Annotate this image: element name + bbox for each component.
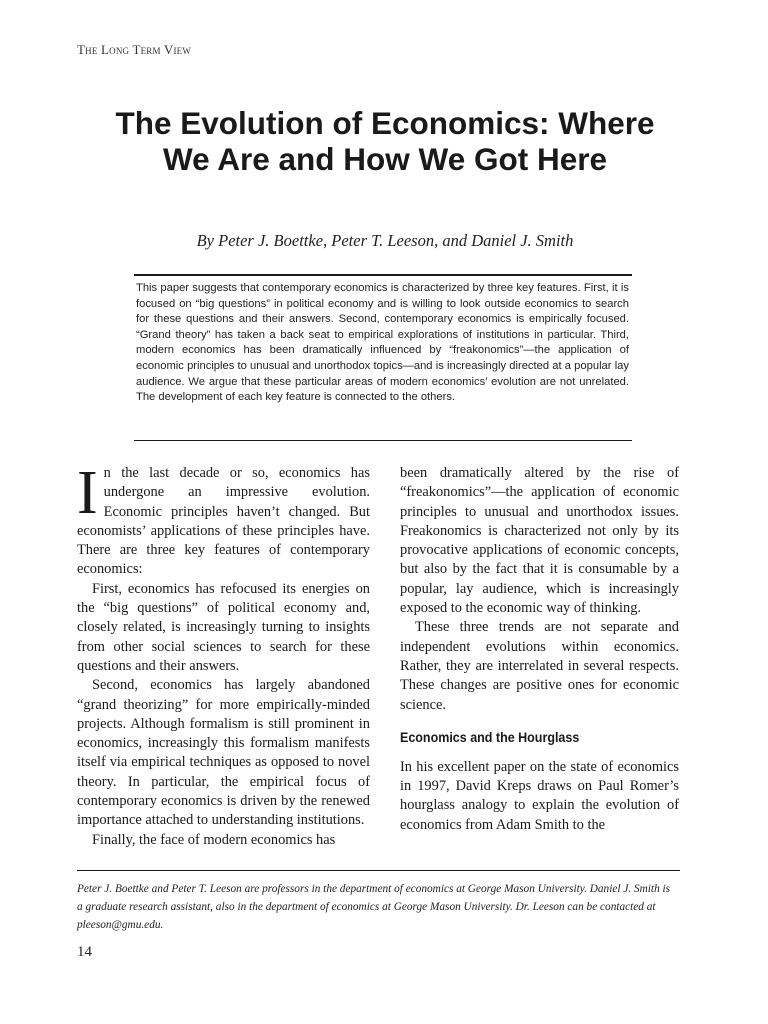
byline: By Peter J. Boettke, Peter T. Leeson, and Daniel J. Smith [196,231,574,250]
abstract: This paper suggests that contemporary economics is characterized by three key features. First, it is focused on “big questions” in political economy and is willing to look outside economics to search for these questions and their answers. Second, contemporary economics is empirically focused. “Grand theory” has taken a back seat to empirical explorations of institutions in particular. Third, modern economics has been dramatically influenced by “freakonomics”—the application of economic principles to unusual and unorthodox topics—and is increasingly directed at a popular lay audience. We argue that these particular areas of modern economics’ evolution are not unrelated. The development of each key feature is connected to the others. [136,282,629,404]
running-head: The Long Term View [77,42,192,57]
body-paragraph-text: n the last decade or so, economics has undergone an impressive evolution. Economic principles haven’t changed. But economists’ applications of these principles have. There are three key features of contemporary economics: [77,465,370,578]
body-paragraph: Second, economics has largely abandoned “grand theorizing” for more empirically-minded projects. Although formalism is still prominent in economics, increasingly this formalism manifests itself via empirical techniques as opposed to novel theory. In particular, the empirical focus of contemporary economics is driven by the renewed importance attached to understanding institutions. [77,677,370,829]
body-column-left [77,459,370,850]
body-paragraph: In his excellent paper on the state of economics in 1997, David Kreps draws on Paul Romer’s hourglass analogy to explain the evolution of economics from Adam Smith to the [400,758,679,833]
paper-title: The Evolution of Economics: Where We Are and How We Got Here [115,105,655,177]
drop-cap: I [77,459,98,527]
author-footnote: Peter J. Boettke and Peter T. Leeson are professors in the department of economics at George Mason University. Daniel J. Smith is a graduate research assistant, also in the department of economics at George Mason University. Dr. Leeson can be contacted at pleeson@gmu.edu. [77,883,671,931]
abstract-bottom-rule [134,440,632,441]
body-paragraph: Finally, the face of modern economics has [92,831,336,848]
abstract-top-rule [134,274,632,276]
body-paragraph: First, economics has refocused its energies on the “big questions” of political economy and, closely related, is increasingly turning to insights from other social sciences to search for these questions and their answers. [77,580,370,674]
page-number: 14 [77,944,92,960]
footnote-rule [77,870,680,871]
body-paragraph: These three trends are not separate and independent evolutions within economics. Rather, they are interrelated in several respects. These changes are positive ones for economic science. [400,619,679,713]
body-paragraph [77,459,370,580]
body-paragraph: been dramatically altered by the rise of “freakonomics”—the application of economic principles to unusual and unorthodox issues. Freakonomics is characterized not only by its provocative applications of economic concepts, but also by the fact that it is consumable by a popular, lay audience, which is increasingly exposed to the economic way of thinking. [400,465,679,617]
section-heading: Economics and the Hourglass [400,729,580,745]
body-column-right [400,464,679,835]
